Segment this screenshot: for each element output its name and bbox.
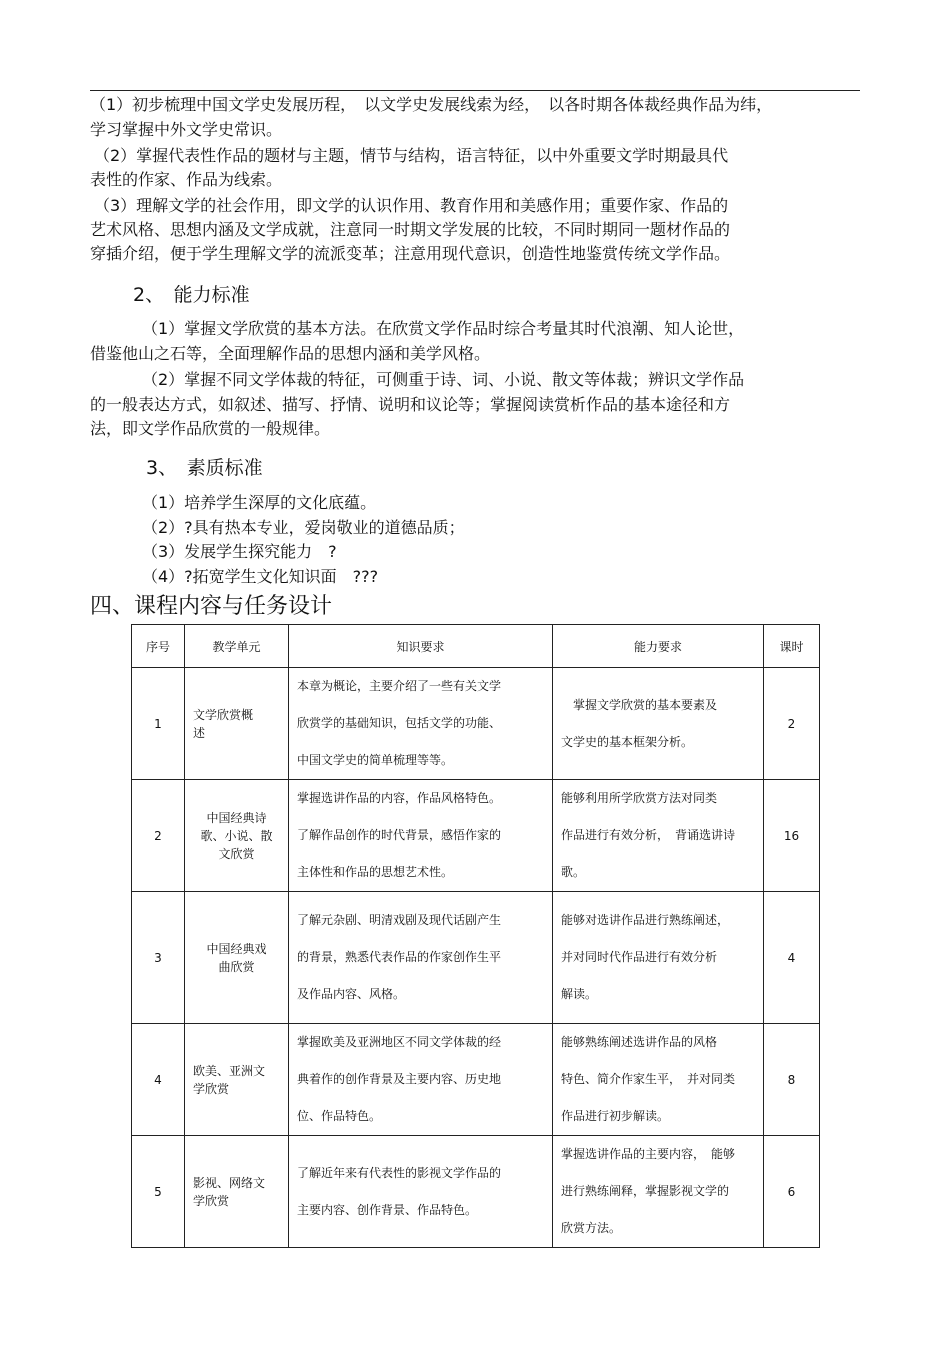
ability-line: 作品进行有效分析， 背诵选讲诗 (561, 828, 736, 842)
row-knowledge (289, 668, 553, 780)
row-ability (553, 780, 764, 892)
unit-line: 影视、网络文 (193, 1175, 266, 1190)
row-ability (553, 892, 764, 1024)
unit-line: 曲欣赏 (218, 959, 255, 974)
knowledge-item-1-line-2: 学习掌握中外文学史常识。 (90, 120, 283, 139)
top-rule (90, 90, 860, 91)
ability-line: 能够对选讲作品进行熟练阐述， (561, 913, 730, 927)
row-unit (185, 668, 289, 780)
unit-line: 学欣赏 (193, 1193, 230, 1208)
ability-item-2-line-3: 法，即文学作品欣赏的一般规律。 (90, 419, 331, 438)
knowledge-item-3-line-1: （3）理解文学的社会作用，即文学的认识作用、教育作用和美感作用；重要作家、作品的 (94, 196, 729, 215)
unit-line: 述 (193, 725, 206, 740)
row-hours: 2 (764, 668, 820, 780)
ability-item-2-line-2: 的一般表达方式，如叙述、描写、抒情、说明和议论等；掌握阅读赏析作品的基本途径和方 (90, 395, 731, 414)
unit-line: 欧美、亚洲文 (193, 1063, 266, 1078)
knowledge-line: 了解元杂剧、明清戏剧及现代话剧产生 (297, 913, 502, 927)
knowledge-line: 欣赏学的基础知识，包括文学的功能、 (297, 716, 502, 730)
knowledge-line: 了解近年来有代表性的影视文学作品的 (297, 1165, 502, 1180)
section-title: 四、课程内容与任务设计 (90, 594, 333, 619)
quality-item-2: （2）?具有热本专业，爱岗敬业的道德品质； (142, 518, 465, 537)
quality-item-1: （1）培养学生深厚的文化底蕴。 (142, 493, 377, 512)
knowledge-line: 本章为概论，主要介绍了一些有关文学 (297, 679, 502, 693)
knowledge-line: 位、作品特色。 (297, 1109, 382, 1123)
ability-line: 掌握选讲作品的主要内容， 能够 (561, 1147, 736, 1161)
unit-line: 学欣赏 (193, 1081, 230, 1096)
knowledge-item-1-line-1: （1）初步梳理中国文学史发展历程， 以文学史发展线索为经， 以各时期各体裁经典作品为纬， (90, 95, 773, 114)
row-hours: 6 (764, 1136, 820, 1248)
knowledge-line: 了解作品创作的时代背景，感悟作家的 (297, 828, 502, 842)
knowledge-line: 掌握选讲作品的内容，作品风格特色。 (297, 791, 502, 805)
knowledge-item-3-line-2: 艺术风格、思想内涵及文学成就，注意同一时期文学发展的比较，不同时期同一题材作品的 (90, 220, 731, 239)
row-knowledge (289, 1136, 553, 1248)
quality-item-3: （3）发展学生探究能力 ? (142, 542, 337, 561)
row-knowledge (289, 780, 553, 892)
row-hours: 4 (764, 892, 820, 1024)
ability-item-1-line-1: （1）掌握文学欣赏的基本方法。在欣赏文学作品时综合考量其时代浪潮、知人论世， (142, 319, 745, 338)
knowledge-line: 的背景，熟悉代表作品的作家创作生平 (297, 950, 502, 964)
ability-line: 欣赏方法。 (561, 1221, 622, 1235)
row-no: 3 (132, 892, 185, 1024)
ability-line: 特色、简介作家生平， 并对同类 (561, 1072, 736, 1086)
knowledge-item-2-line-2: 表性的作家、作品为线索。 (90, 170, 283, 189)
row-ability (553, 1024, 764, 1136)
quality-item-4: （4）?拓宽学生文化知识面 ??? (142, 567, 379, 586)
table-row (132, 892, 820, 1024)
row-ability (553, 668, 764, 780)
row-unit (185, 780, 289, 892)
ability-line: 歌。 (561, 865, 586, 879)
row-unit (185, 1024, 289, 1136)
ability-heading: 2、 能力标准 (133, 284, 250, 306)
header-no: 序号 (132, 625, 185, 668)
knowledge-line: 典着作的创作背景及主要内容、历史地 (297, 1072, 502, 1086)
unit-line: 中国经典诗 (206, 810, 267, 825)
knowledge-line: 主体性和作品的思想艺术性。 (297, 865, 454, 879)
ability-item-1-line-2: 借鉴他山之石等，全面理解作品的思想内涵和美学风格。 (90, 344, 491, 363)
table-header-row (132, 625, 820, 668)
header-knowledge: 知识要求 (289, 625, 553, 668)
row-no: 5 (132, 1136, 185, 1248)
ability-line: 掌握文学欣赏的基本要素及 (561, 697, 718, 712)
header-hours: 课时 (764, 625, 820, 668)
ability-line: 文学史的基本框架分析。 (561, 734, 694, 749)
knowledge-line: 掌握欧美及亚洲地区不同文学体裁的经 (297, 1035, 502, 1049)
row-hours: 16 (764, 780, 820, 892)
course-table (131, 624, 820, 1248)
header-unit: 教学单元 (185, 625, 289, 668)
knowledge-line: 及作品内容、风格。 (297, 987, 406, 1001)
row-no: 4 (132, 1024, 185, 1136)
unit-line: 歌、小说、散 (200, 828, 273, 843)
table-row (132, 668, 820, 780)
ability-line: 进行熟练阐释，掌握影视文学的 (561, 1184, 730, 1198)
ability-line: 能够熟练阐述选讲作品的风格 (561, 1035, 718, 1049)
row-hours: 8 (764, 1024, 820, 1136)
ability-line: 能够利用所学欣赏方法对同类 (561, 791, 718, 805)
row-unit (185, 892, 289, 1024)
unit-line: 中国经典戏 (206, 941, 267, 956)
row-no: 2 (132, 780, 185, 892)
unit-line: 文欣赏 (218, 846, 255, 861)
row-knowledge (289, 892, 553, 1024)
ability-line: 并对同时代作品进行有效分析 (561, 950, 718, 964)
ability-line: 作品进行初步解读。 (561, 1109, 670, 1123)
knowledge-line: 中国文学史的简单梳理等等。 (297, 753, 454, 767)
ability-line: 解读。 (561, 987, 598, 1001)
knowledge-item-2-line-1: （2）掌握代表性作品的题材与主题，情节与结构，语言特征，以中外重要文学时期最具代 (94, 146, 729, 165)
quality-heading: 3、 素质标准 (146, 457, 263, 479)
row-knowledge (289, 1024, 553, 1136)
knowledge-item-3-line-3: 穿插介绍，便于学生理解文学的流派变革；注意用现代意识，创造性地鉴赏传统文学作品。 (90, 244, 731, 263)
row-no: 1 (132, 668, 185, 780)
ability-item-2-line-1: （2）掌握不同文学体裁的特征，可侧重于诗、词、小说、散文等体裁；辨识文学作品 (142, 370, 745, 389)
table-row (132, 1136, 820, 1248)
row-ability (553, 1136, 764, 1248)
unit-line: 文学欣赏概 (193, 707, 254, 722)
table-row (132, 1024, 820, 1136)
header-ability: 能力要求 (553, 625, 764, 668)
row-unit (185, 1136, 289, 1248)
knowledge-line: 主要内容、创作背景、作品特色。 (297, 1202, 478, 1217)
table-row (132, 780, 820, 892)
